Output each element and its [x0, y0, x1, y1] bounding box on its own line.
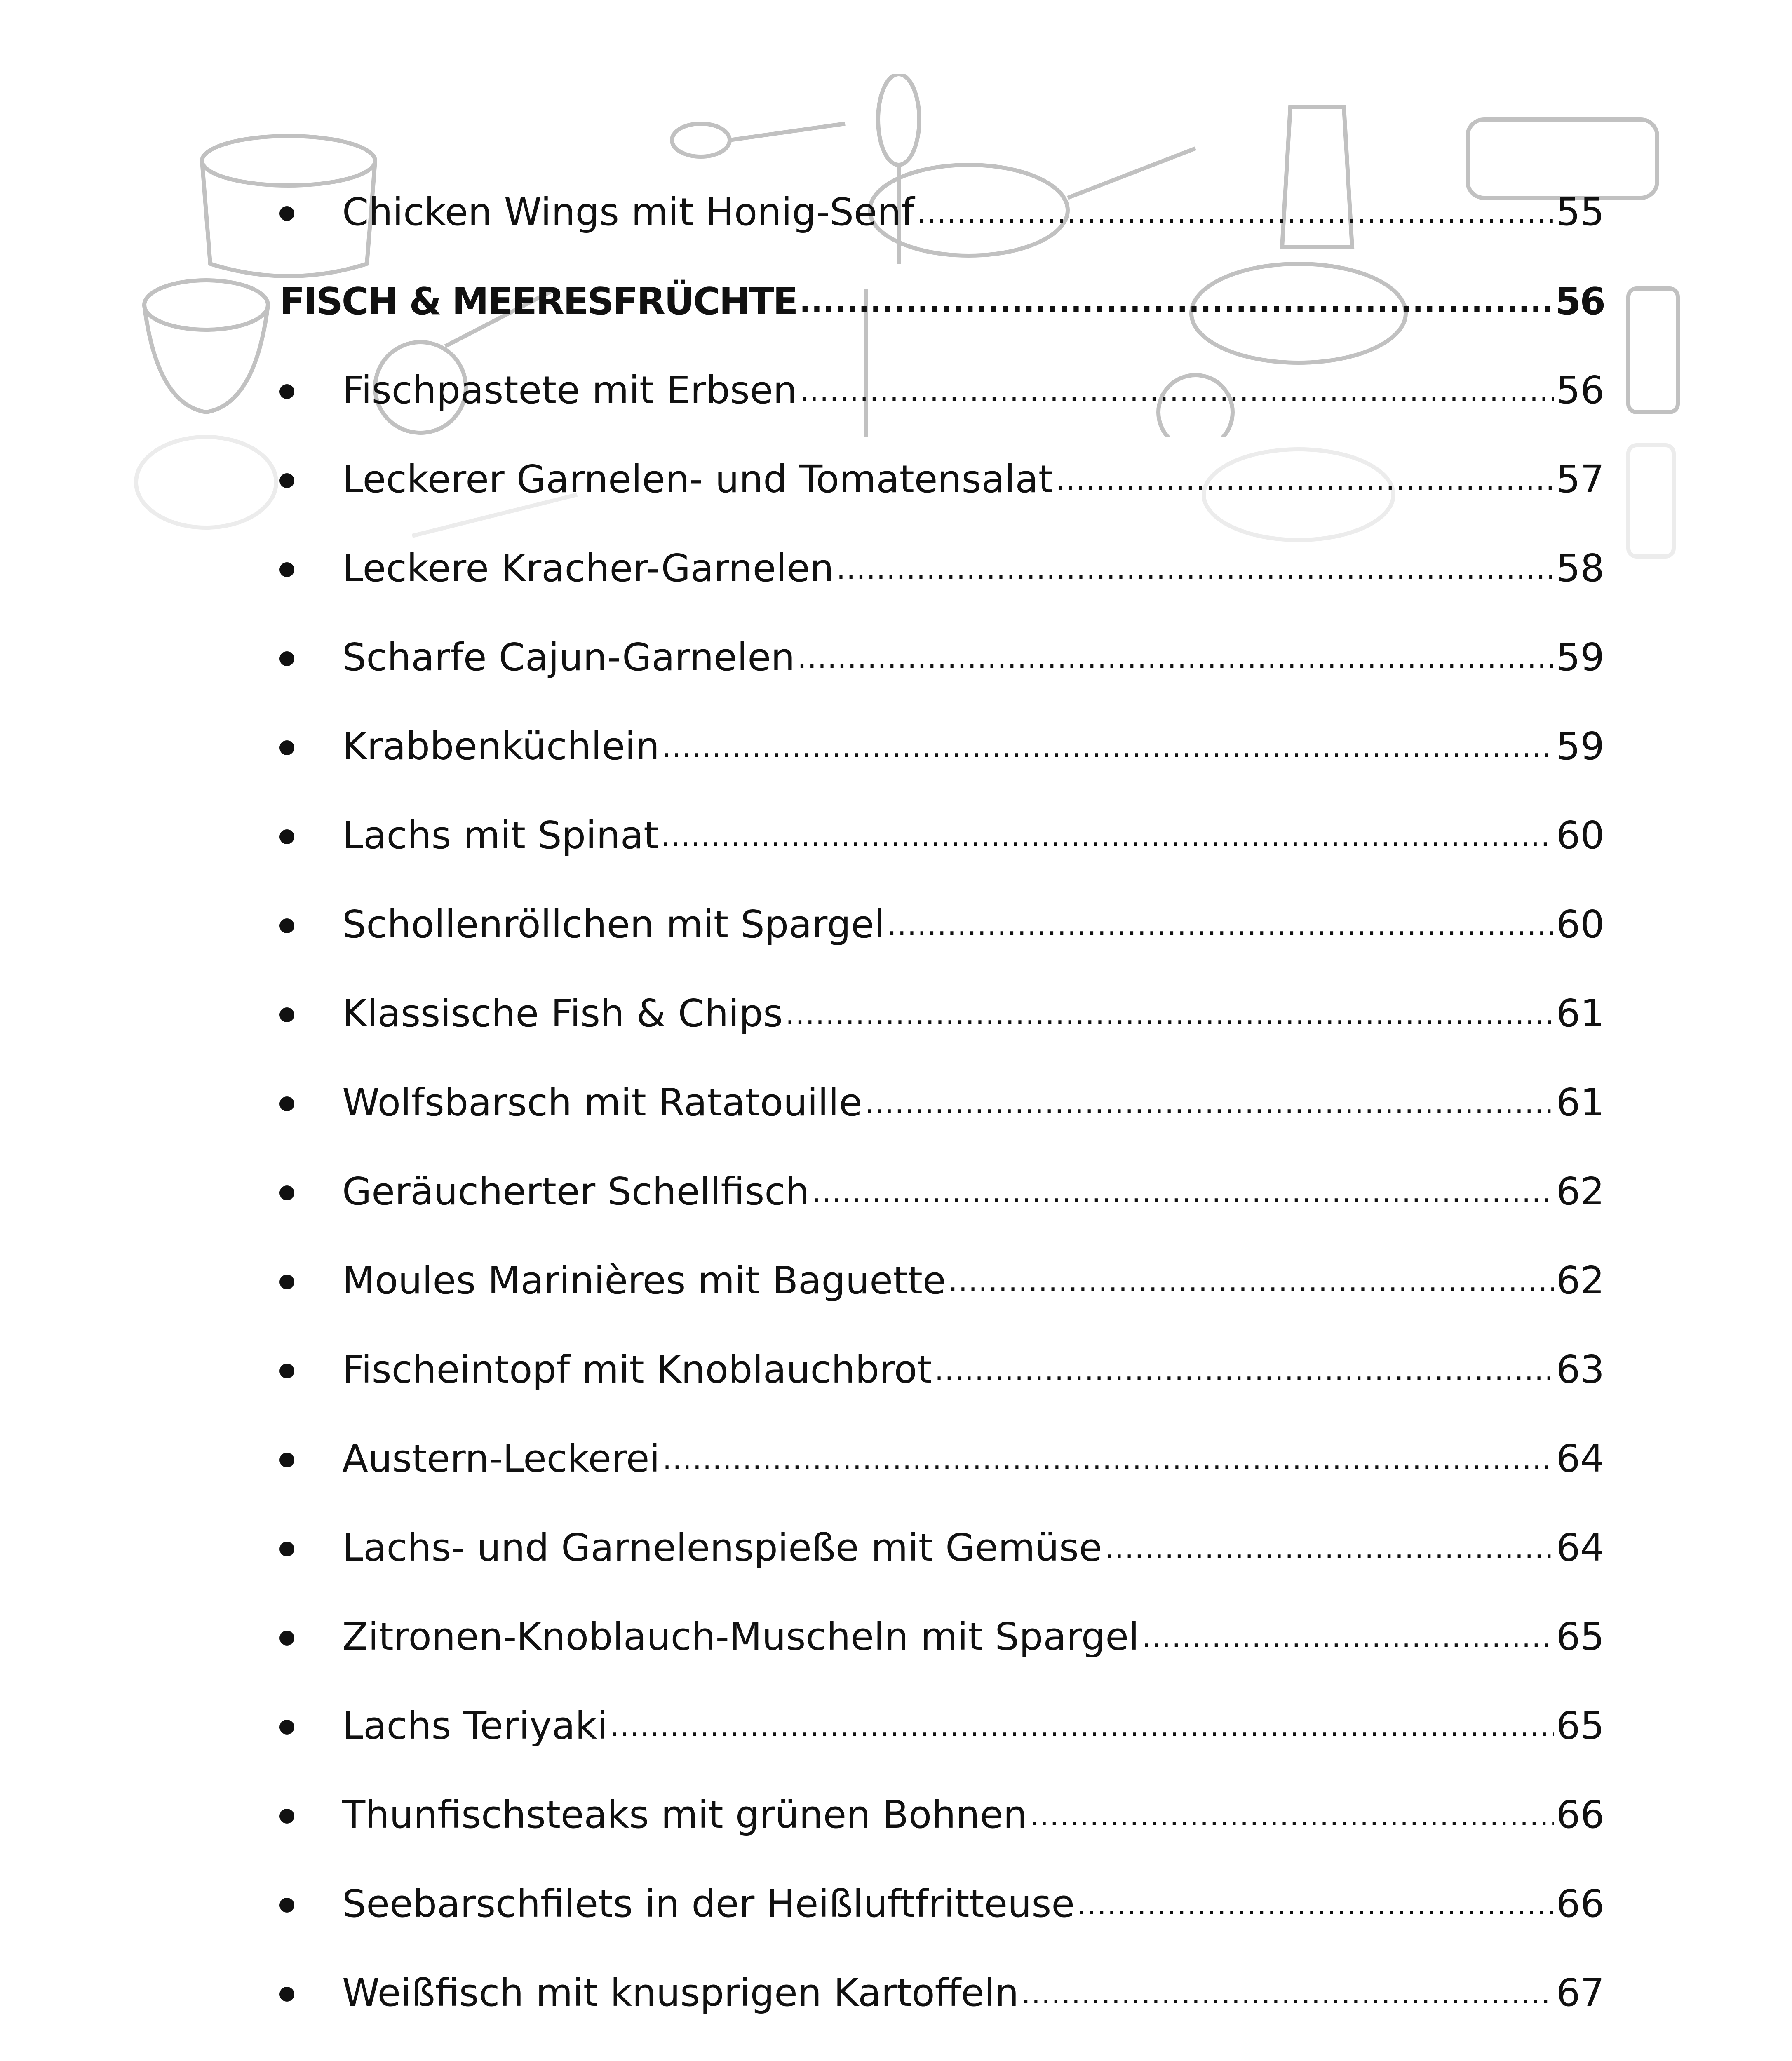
toc-section-page: 56 — [1555, 280, 1604, 323]
toc-entry[interactable] — [279, 1687, 1604, 1749]
toc-entry[interactable] — [279, 440, 1604, 502]
toc-entry-label: Leckere Kracher-Garnelen — [342, 546, 834, 590]
toc-entry[interactable] — [279, 1509, 1604, 1570]
bullet-icon — [279, 829, 294, 844]
toc-entry-label: Lachs Teriyaki — [342, 1703, 608, 1748]
bullet-icon — [279, 918, 294, 933]
toc-entry-page: 61 — [1556, 991, 1604, 1035]
toc-entry-page: 62 — [1556, 1169, 1604, 1214]
toc-entry-label: Geräucherter Schellfisch — [342, 1169, 810, 1214]
toc-entry-page: 66 — [1556, 1881, 1604, 1926]
toc-entry-page: 59 — [1556, 724, 1604, 768]
toc-entry[interactable] — [279, 974, 1604, 1036]
toc-entry[interactable] — [279, 1776, 1604, 1838]
toc-entry-page: 67 — [1556, 1970, 1604, 2015]
toc-entry-label: Lachs- und Garnelenspieße mit Gemüse — [342, 1525, 1102, 1570]
toc-entry-label: Chicken Wings mit Honig-Senf — [342, 190, 915, 234]
toc-entry[interactable] — [279, 1954, 1604, 2016]
bullet-icon — [279, 740, 294, 755]
bullet-icon — [279, 473, 294, 488]
toc-entry-label: Weißfisch mit knusprigen Kartoffeln — [342, 1970, 1019, 2015]
bullet-icon — [279, 1275, 294, 1289]
toc-entry-label: Wolfsbarsch mit Ratatouille — [342, 1080, 862, 1124]
toc-entry-label: Lachs mit Spinat — [342, 813, 659, 857]
bullet-icon — [279, 1987, 294, 2002]
toc-entry-page: 55 — [1556, 190, 1604, 234]
toc-entry-label: Schollenröllchen mit Spargel — [342, 902, 885, 946]
toc-entry[interactable] — [279, 529, 1604, 591]
toc-entry[interactable] — [279, 1865, 1604, 1927]
bullet-icon — [279, 1631, 294, 1646]
toc-entry[interactable] — [279, 1153, 1604, 1214]
toc-section-heading[interactable] — [279, 2043, 1604, 2061]
toc-entry-label: Seebarschfilets in der Heißluftfritteuse — [342, 1881, 1075, 1926]
toc-entry-label: Klassische Fish & Chips — [342, 991, 783, 1035]
bullet-icon — [279, 1720, 294, 1735]
toc-entry[interactable] — [279, 796, 1604, 858]
toc-entry-page: 63 — [1556, 1347, 1604, 1392]
toc-entry[interactable] — [279, 1420, 1604, 1481]
toc-entry[interactable] — [279, 707, 1604, 769]
toc-entry-page: 64 — [1556, 1525, 1604, 1570]
bullet-icon — [279, 384, 294, 399]
toc-entry-label: Thunfischsteaks mit grünen Bohnen — [342, 1792, 1027, 1837]
toc-entry-page: 65 — [1556, 1703, 1604, 1748]
toc-entry-page: 60 — [1556, 813, 1604, 857]
bullet-icon — [279, 206, 294, 221]
bullet-icon — [279, 1453, 294, 1467]
toc-entry[interactable] — [279, 1242, 1604, 1303]
bullet-icon — [279, 1364, 294, 1378]
bullet-icon — [279, 562, 294, 577]
bullet-icon — [279, 1096, 294, 1111]
toc-entry-page: 66 — [1556, 1792, 1604, 1837]
toc-entry[interactable] — [279, 1598, 1604, 1660]
toc-section-heading[interactable] — [279, 262, 1604, 324]
toc-entry[interactable] — [279, 885, 1604, 947]
toc-entry-page: 59 — [1556, 635, 1604, 679]
bullet-icon — [279, 1007, 294, 1022]
toc-entry-page: 57 — [1556, 457, 1604, 501]
toc-entry-label: Austern-Leckerei — [342, 1436, 660, 1481]
bullet-icon — [279, 1809, 294, 1824]
toc-entry-page: 62 — [1556, 1258, 1604, 1303]
toc-entry[interactable] — [279, 351, 1604, 413]
toc-entry[interactable] — [279, 1331, 1604, 1392]
toc-entry-label: Zitronen-Knoblauch-Muscheln mit Spargel — [342, 1614, 1139, 1659]
toc-entry-label: Krabbenküchlein — [342, 724, 660, 768]
toc-entry-label: Leckerer Garnelen- und Tomatensalat — [342, 457, 1053, 501]
toc-entry-label: Fischeintopf mit Knoblauchbrot — [342, 1347, 932, 1392]
toc-section-title: FISCH & MEERESFRÜCHTE — [279, 280, 797, 323]
toc-entry-page: 64 — [1556, 1436, 1604, 1481]
toc-entry-page: 65 — [1556, 1614, 1604, 1659]
toc-entry[interactable] — [279, 618, 1604, 680]
toc-entry-page: 56 — [1556, 368, 1604, 412]
toc-entry-page: 61 — [1556, 1080, 1604, 1124]
toc-entry[interactable] — [279, 173, 1604, 235]
toc-entry-page: 58 — [1556, 546, 1604, 590]
toc-entry-label: Fischpastete mit Erbsen — [342, 368, 797, 412]
bullet-icon — [279, 1898, 294, 1913]
bullet-icon — [279, 1542, 294, 1556]
bullet-icon — [279, 1185, 294, 1200]
bullet-icon — [279, 651, 294, 666]
toc-entry-label: Scharfe Cajun-Garnelen — [342, 635, 795, 679]
toc-entry-label: Moules Marinières mit Baguette — [342, 1258, 946, 1303]
toc-entry-page: 60 — [1556, 902, 1604, 946]
toc-entry[interactable] — [279, 1063, 1604, 1125]
